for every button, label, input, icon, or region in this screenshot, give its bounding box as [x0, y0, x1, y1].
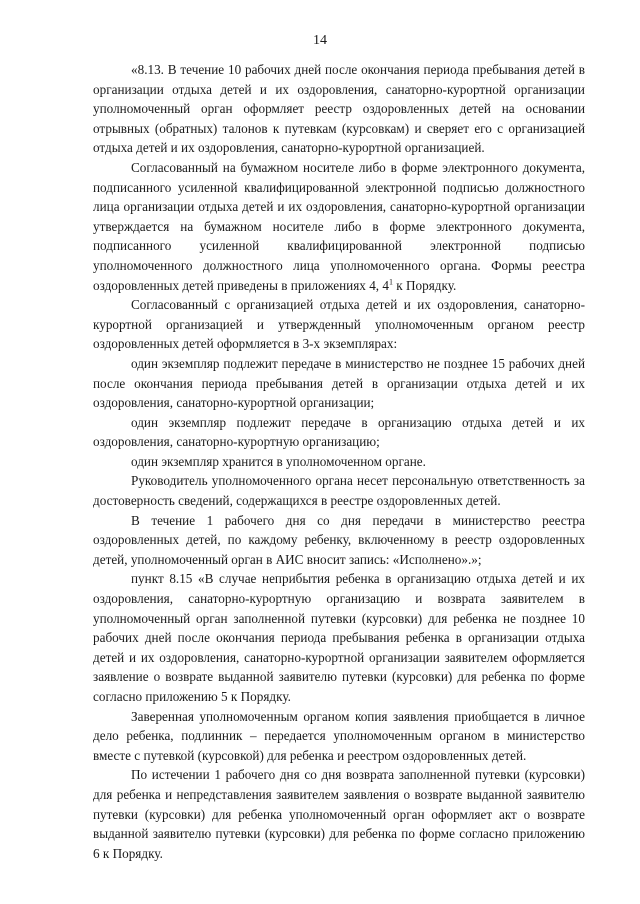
paragraph — [93, 158, 585, 295]
paragraph: «8.13. В течение 10 рабочих дней после окончания периода пребывания детей в организации отдыха детей и их оздоровления, санаторно-курортной организации уполномоченный орган оформляет реестр оздоровленных детей на основании отрывных (обратных) талонов к путевкам (курсовкам) и сверяет его с организацией отдыха детей и их оздоровления, санаторно-курортной организацией. — [93, 62, 585, 156]
paragraph: один экземпляр подлежит передаче в организацию отдыха детей и их оздоровления, санаторно-курортную организацию; — [93, 414, 585, 450]
paragraph-text: Согласованный на бумажном носителе либо в форме электронного документа, подписанного усиленной квалифицированной электронной подписью должностного лица организации отдыха детей и их оздоровления, санаторно-курортной организации утверждается на бумажном носителе либо в форме электронного документа, подписанного усиленной квалифицированной электронной подписью уполномоченного должностного лица уполномоченного органа. Формы реестра оздоровленных детей приведены в приложениях 4, 4 — [93, 159, 585, 293]
paragraph: пункт 8.15 «В случае неприбытия ребенка в организацию отдыха детей и их оздоровления, санаторно-курортную организацию и возврата заявителем в уполномоченный орган заполненной путевки (курсовки) для ребенка не позднее 10 рабочих дней после окончания периода пребывания ребенка в организации отдыха детей и их оздоровления, санаторно-курортной организации заявителем оформляется заявление о возврате выданной заявителю путевки (курсовки) для ребенка по форме согласно приложению 5 к Порядку. — [93, 571, 585, 704]
document-body — [93, 60, 585, 863]
paragraph: один экземпляр подлежит передаче в министерство не позднее 15 рабочих дней после окончания периода пребывания детей в организации отдыха детей и их оздоровления, санаторно-курортной организации; — [93, 355, 585, 411]
paragraph: Согласованный с организацией отдыха детей и их оздоровления, санаторно-курортной организацией и утвержденный уполномоченным органом реестр оздоровленных детей оформляется в 3-х экземплярах: — [93, 297, 585, 352]
paragraph: В течение 1 рабочего дня со дня передачи в министерство реестра оздоровленных детей, по каждому ребенку, включенному в реестр оздоровленных детей, уполномоченный орган в АИС вносит запись: «Исполнено».»; — [93, 512, 585, 567]
paragraph: Заверенная уполномоченным органом копия заявления приобщается в личное дело ребенка, подлинник – передается уполномоченным органом в министерство вместе с путевкой (курсовкой) для ребенка и реестром оздоровленных детей. — [93, 708, 585, 763]
superscript: 1 — [388, 277, 393, 287]
paragraph: По истечении 1 рабочего дня со дня возврата заполненной путевки (курсовки) для ребенка и непредставления заявителем заявления о возврате выданной заявителю путевки (курсовки) для ребенка уполномоченный орган оформляет акт о возврате выданной заявителю путевки (курсовки) для ребенка по форме согласно приложению 6 к Порядку. — [93, 767, 585, 861]
paragraph-tail: к Порядку. — [392, 277, 457, 293]
page-number: 14 — [313, 33, 327, 48]
paragraph: Руководитель уполномоченного органа несет персональную ответственность за достоверность сведений, содержащихся в реестре оздоровленных детей. — [93, 473, 585, 509]
paragraph: один экземпляр хранится в уполномоченном органе. — [131, 453, 426, 469]
